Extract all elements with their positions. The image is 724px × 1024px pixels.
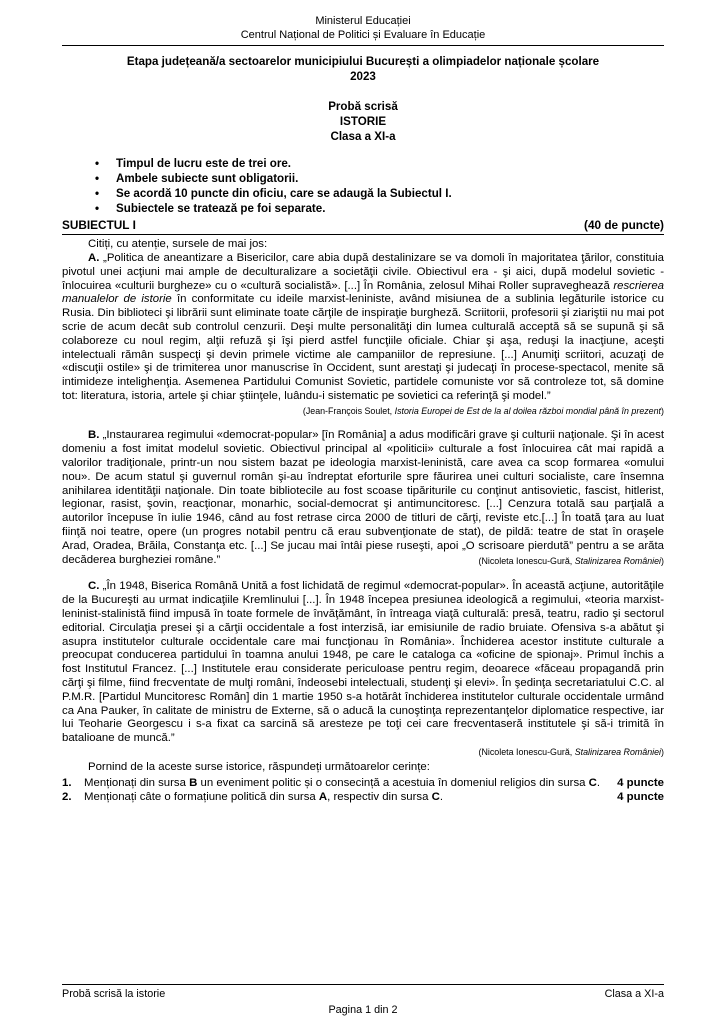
source-a-citation: (Jean-François Soulet, Istoria Europei de Est de la al doilea război mondial până în prezent) bbox=[302, 405, 664, 416]
exam-year: 2023 bbox=[350, 70, 376, 84]
source-b-text: B. „Instaurarea regimului «democrat-popular» [în România] a adus modificări grave şi culturii naţionale. Şi în acest domeniu a fost imitat modelul sovietic. Obiectivul principal al «politicii» culturale a fost înlocuirea cât mai rapidă a valorilor tradiţionale, printr-un nou sistem bazat pe ideologia marxist-leninistă, care avea ca scop formarea «omului nou». De acum statul şi guvernul român şi-au îndreptat eforturile spre făurirea unei culturi socialiste, care însemna anihilarea identităţii naţionale. Din toate bibliotecile au fost scoase tipăriturile cu conţinut antisovietic, fascist, hitlerist, legionar, rasist, şovin, reacţionar, monarhic, social-democrat şi antimuncitoresc. [...] Cenzura totală sau parţială a autorilor începuse în iulie 1946, când au fost retrase circa 2000 de titluri de cărţi, reviste etc.[...] În toată ţara au luat fiinţă noi teatre, opere (un progres notabil pentru că erau subvenţionate de stat), de pildă: teatre de stat în oraşele Arad, Oradea, Brăila, Constanţa etc. [...] Se jucau mai întâi piese ruseşti, apoi „O scrisoare pierdută” pentru a se arăta decăderea burgheziei române.” bbox=[62, 429, 664, 566]
source-a-text: A. „Politica de aneantizare a Bisericilor, care abia după destalinizare se va domoli în majoritatea ţărilor, constituia pivotul unei acţiuni mai ample de deculturalizare a societăţii civile. Obiectivul era - şi aici, după modelul sovietic - înlocuirea «culturii burgheze» cu o «cultură socialistă». [...] În România, zelosul Mihai Roller supraveghează rescrierea manualelor de istorie în conformitate cu ideile marxist-leniniste, având misiunea de a sublinia legăturile istorice cu Rusia. Din biblioteci şi librării sunt eliminate toate cărţile de inspiraţie burgheză. Scriitorii, profesorii şi ziariştii nu mai pot scrie de acum decât sub controlul cenzurii. Deşi multe personalităţi din lumea culturală acceptă să se supună şi să colaboreze cu noul regim, alţii refuză şi îşi pierd astfel funcţiile oficiale. Chiar şi aşa, reduşi la inacţiune, aceşti intelectuali rămân suspecţi şi devin primele victime ale campaniilor de represiune. [...] Anumiţi scriitori, acuzaţi de «discuţii ostile» şi de trimiterea unor manuscrise în Occident, sunt arestaţi şi judecaţi în procese-spectacol, menite să intimideze intelighenţia. Asemenea Partidului Comunist Sovietic, partidele comuniste vor să controleze tot, să domine tot: literatura, istoria, artele şi chiar ştiinţele, luându-i sistematic pe sovietici ca referinţă şi model.” bbox=[62, 251, 664, 402]
source-b-paragraph bbox=[62, 429, 664, 567]
rule-item-separate-sheets: • Subiectele se tratează pe foi separate. bbox=[95, 201, 664, 216]
exam-stage-title: Etapa județeană/a sectoarelor municipiului București a olimpiadelor naționale școlare bbox=[126, 55, 600, 69]
question-1 bbox=[62, 776, 664, 790]
center-name: Centrul Național de Politici și Evaluare în Educație bbox=[240, 29, 486, 42]
question-1-points: 4 puncte bbox=[617, 776, 664, 789]
footer-grade: Clasa a XI-a bbox=[604, 987, 664, 1000]
subject1-heading bbox=[62, 218, 664, 235]
question-1-text: Menționați din sursa B un eveniment politic și o consecință a acestuia în domeniul religios din sursa C. bbox=[84, 776, 601, 789]
footer-page-number: Pagina 1 din 2 bbox=[328, 1003, 398, 1016]
questions-list bbox=[62, 776, 664, 804]
question-2 bbox=[62, 790, 664, 804]
source-c-text: C. „În 1948, Biserica Română Unită a fost lichidată de regimul «democrat-popular». În această acţiune, autorităţile de la Bucureşti au urmat indicaţiile Kremlinului [...]. În 1948 începea presiunea ideologică a regimului, «teoria marxist-leninist-stalinistă fiind impusă în toate formele de învăţământ, în întreaga viaţă culturală: presă, teatru, radio şi sectorul editorial. Circulaţia presei şi a cărţii occidentale a fost interzisă, iar emisiunile de radio bruiate. Ofensiva s-a abătut şi asupra institutelor culturale occidentale care mai funcţionau în România». Închiderea acestor institute culturale a preocupat conducerea partidului în toamna anului 1948, pe care le cataloga ca «oficine de spionaj». Primul închis a fost Institutul Francez. [...] Institutele erau considerate periculoase pentru regim, deoarece «făceau propagandă prin cărţi şi filme, fiind frecventate de mulţi români, îndeosebi intelectuali, studenţi şi elevi». În şedinţa secretariatului C.C. al P.M.R. [Partidul Muncitoresc Român] din 1 martie 1950 s-a hotărât închiderea institutelor culturale occidentale urmând ca Ana Pauker, în calitate de ministru de Externe, să o aducă la cunoştinţa reprezentanţelor diplomatice respective, iar lui Teoharie Georgescu i s-a fixat ca sarcină să aresteze pe toţi cei care frecventaseră institutele şi să-i trimită în batalioane de muncă.” bbox=[62, 580, 664, 745]
source-c-citation: (Nicoleta Ionescu-Gură, Stalinizarea României) bbox=[478, 747, 664, 758]
exam-subject: ISTORIE bbox=[339, 115, 387, 129]
exam-type: Probă scrisă bbox=[328, 99, 398, 113]
footer-row bbox=[62, 988, 664, 1001]
question-2-number: 2. bbox=[62, 790, 72, 803]
rule-item-bonus-points: • Se acordă 10 puncte din oficiu, care se adaugă la Subiectul I. bbox=[95, 186, 664, 201]
source-b-citation: (Nicoleta Ionescu-Gură, Stalinizarea României) bbox=[478, 555, 664, 566]
exam-grade: Clasa a XI-a bbox=[330, 130, 396, 144]
exam-rules-list bbox=[95, 156, 664, 216]
requirements-intro: Pornind de la aceste surse istorice, răspundeți următoarelor cerințe: bbox=[88, 760, 430, 773]
question-2-points: 4 puncte bbox=[617, 790, 664, 803]
rule-item-mandatory: • Ambele subiecte sunt obligatorii. bbox=[95, 171, 664, 186]
sources-intro: Citiți, cu atenție, sursele de mai jos: bbox=[88, 238, 268, 251]
subject1-points: (40 de puncte) bbox=[584, 217, 664, 232]
ministry-name: Ministerul Educației bbox=[315, 15, 411, 27]
document-header bbox=[62, 14, 664, 46]
source-a-paragraph bbox=[62, 252, 664, 417]
title-block bbox=[62, 54, 664, 144]
question-1-number: 1. bbox=[62, 776, 72, 789]
question-2-text: Menționați câte o formațiune politică din sursa A, respectiv din sursa C. bbox=[84, 790, 444, 803]
subject1-label: SUBIECTUL I bbox=[62, 217, 136, 232]
footer-exam-name: Probă scrisă la istorie bbox=[62, 987, 166, 1000]
document-footer bbox=[62, 984, 664, 1017]
rule-item-time: • Timpul de lucru este de trei ore. bbox=[95, 156, 664, 171]
source-c-paragraph bbox=[62, 580, 664, 746]
